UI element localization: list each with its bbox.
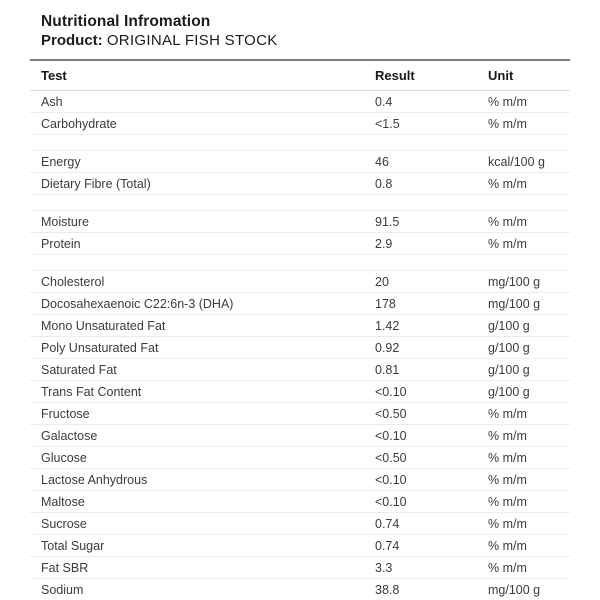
test-cell: Fructose [30, 403, 364, 425]
test-cell: Trans Fat Content [30, 381, 364, 403]
unit-cell: % m/m [477, 535, 570, 557]
result-cell: 2.9 [364, 233, 477, 255]
table-row [30, 173, 570, 195]
test-cell: Ash [30, 91, 364, 113]
test-cell: Glucose [30, 447, 364, 469]
test-cell: Maltose [30, 491, 364, 513]
table-row [30, 425, 570, 447]
table-row [30, 469, 570, 491]
result-cell: <0.50 [364, 403, 477, 425]
result-cell: 178 [364, 293, 477, 315]
table-row [30, 271, 570, 293]
unit-cell: % m/m [477, 557, 570, 579]
column-header-result: Result [364, 60, 477, 91]
result-cell: 0.8 [364, 173, 477, 195]
result-cell: 0.4 [364, 91, 477, 113]
unit-cell: % m/m [477, 491, 570, 513]
test-cell: Carbohydrate [30, 113, 364, 135]
table-row [30, 381, 570, 403]
table-row [30, 151, 570, 173]
page-title: Nutritional Infromation [41, 13, 211, 30]
test-cell: Mono Unsaturated Fat [30, 315, 364, 337]
report-header [41, 12, 570, 50]
table-row [30, 211, 570, 233]
table-row [30, 557, 570, 579]
spacer-cell [30, 135, 570, 151]
test-cell: Saturated Fat [30, 359, 364, 381]
result-cell: 91.5 [364, 211, 477, 233]
unit-cell: g/100 g [477, 337, 570, 359]
table-row [30, 233, 570, 255]
spacer-cell [30, 255, 570, 271]
unit-cell: % m/m [477, 113, 570, 135]
table-row [30, 337, 570, 359]
spacer-cell [30, 195, 570, 211]
test-cell: Fat SBR [30, 557, 364, 579]
result-cell: 0.81 [364, 359, 477, 381]
result-cell: 1.42 [364, 315, 477, 337]
unit-cell: % m/m [477, 447, 570, 469]
table-header [30, 60, 570, 91]
unit-cell: mg/100 g [477, 579, 570, 600]
unit-cell: % m/m [477, 211, 570, 233]
result-cell: <0.10 [364, 469, 477, 491]
table-header-row [30, 60, 570, 91]
nutrition-table [30, 59, 570, 600]
spacer-row [30, 195, 570, 211]
table-body [30, 91, 570, 600]
result-cell: 3.3 [364, 557, 477, 579]
result-cell: 38.8 [364, 579, 477, 600]
result-cell: <0.10 [364, 491, 477, 513]
unit-cell: % m/m [477, 403, 570, 425]
table-row [30, 91, 570, 113]
result-cell: <1.5 [364, 113, 477, 135]
table-row [30, 579, 570, 600]
test-cell: Sucrose [30, 513, 364, 535]
result-cell: <0.10 [364, 425, 477, 447]
spacer-row [30, 255, 570, 271]
table-row [30, 513, 570, 535]
product-label: Product: [41, 32, 103, 49]
result-cell: 0.74 [364, 535, 477, 557]
result-cell: 20 [364, 271, 477, 293]
unit-cell: % m/m [477, 425, 570, 447]
table-row [30, 403, 570, 425]
test-cell: Lactose Anhydrous [30, 469, 364, 491]
unit-cell: % m/m [477, 469, 570, 491]
table-row [30, 359, 570, 381]
test-cell: Docosahexaenoic C22:6n-3 (DHA) [30, 293, 364, 315]
unit-cell: kcal/100 g [477, 151, 570, 173]
unit-cell: % m/m [477, 91, 570, 113]
unit-cell: g/100 g [477, 359, 570, 381]
unit-cell: % m/m [477, 173, 570, 195]
test-cell: Dietary Fibre (Total) [30, 173, 364, 195]
result-cell: 0.74 [364, 513, 477, 535]
test-cell: Moisture [30, 211, 364, 233]
result-cell: <0.10 [364, 381, 477, 403]
table-row [30, 491, 570, 513]
column-header-test: Test [30, 60, 364, 91]
table-row [30, 447, 570, 469]
unit-cell: % m/m [477, 513, 570, 535]
column-header-unit: Unit [477, 60, 570, 91]
product-value: ORIGINAL FISH STOCK [106, 32, 278, 49]
test-cell: Energy [30, 151, 364, 173]
result-cell: 46 [364, 151, 477, 173]
unit-cell: mg/100 g [477, 271, 570, 293]
spacer-row [30, 135, 570, 151]
test-cell: Protein [30, 233, 364, 255]
table-row [30, 113, 570, 135]
unit-cell: % m/m [477, 233, 570, 255]
result-cell: 0.92 [364, 337, 477, 359]
result-cell: <0.50 [364, 447, 477, 469]
product-line [41, 31, 570, 50]
table-row [30, 293, 570, 315]
test-cell: Galactose [30, 425, 364, 447]
table-row [30, 315, 570, 337]
test-cell: Total Sugar [30, 535, 364, 557]
table-row [30, 535, 570, 557]
unit-cell: g/100 g [477, 381, 570, 403]
unit-cell: mg/100 g [477, 293, 570, 315]
test-cell: Cholesterol [30, 271, 364, 293]
test-cell: Poly Unsaturated Fat [30, 337, 364, 359]
test-cell: Sodium [30, 579, 364, 600]
unit-cell: g/100 g [477, 315, 570, 337]
